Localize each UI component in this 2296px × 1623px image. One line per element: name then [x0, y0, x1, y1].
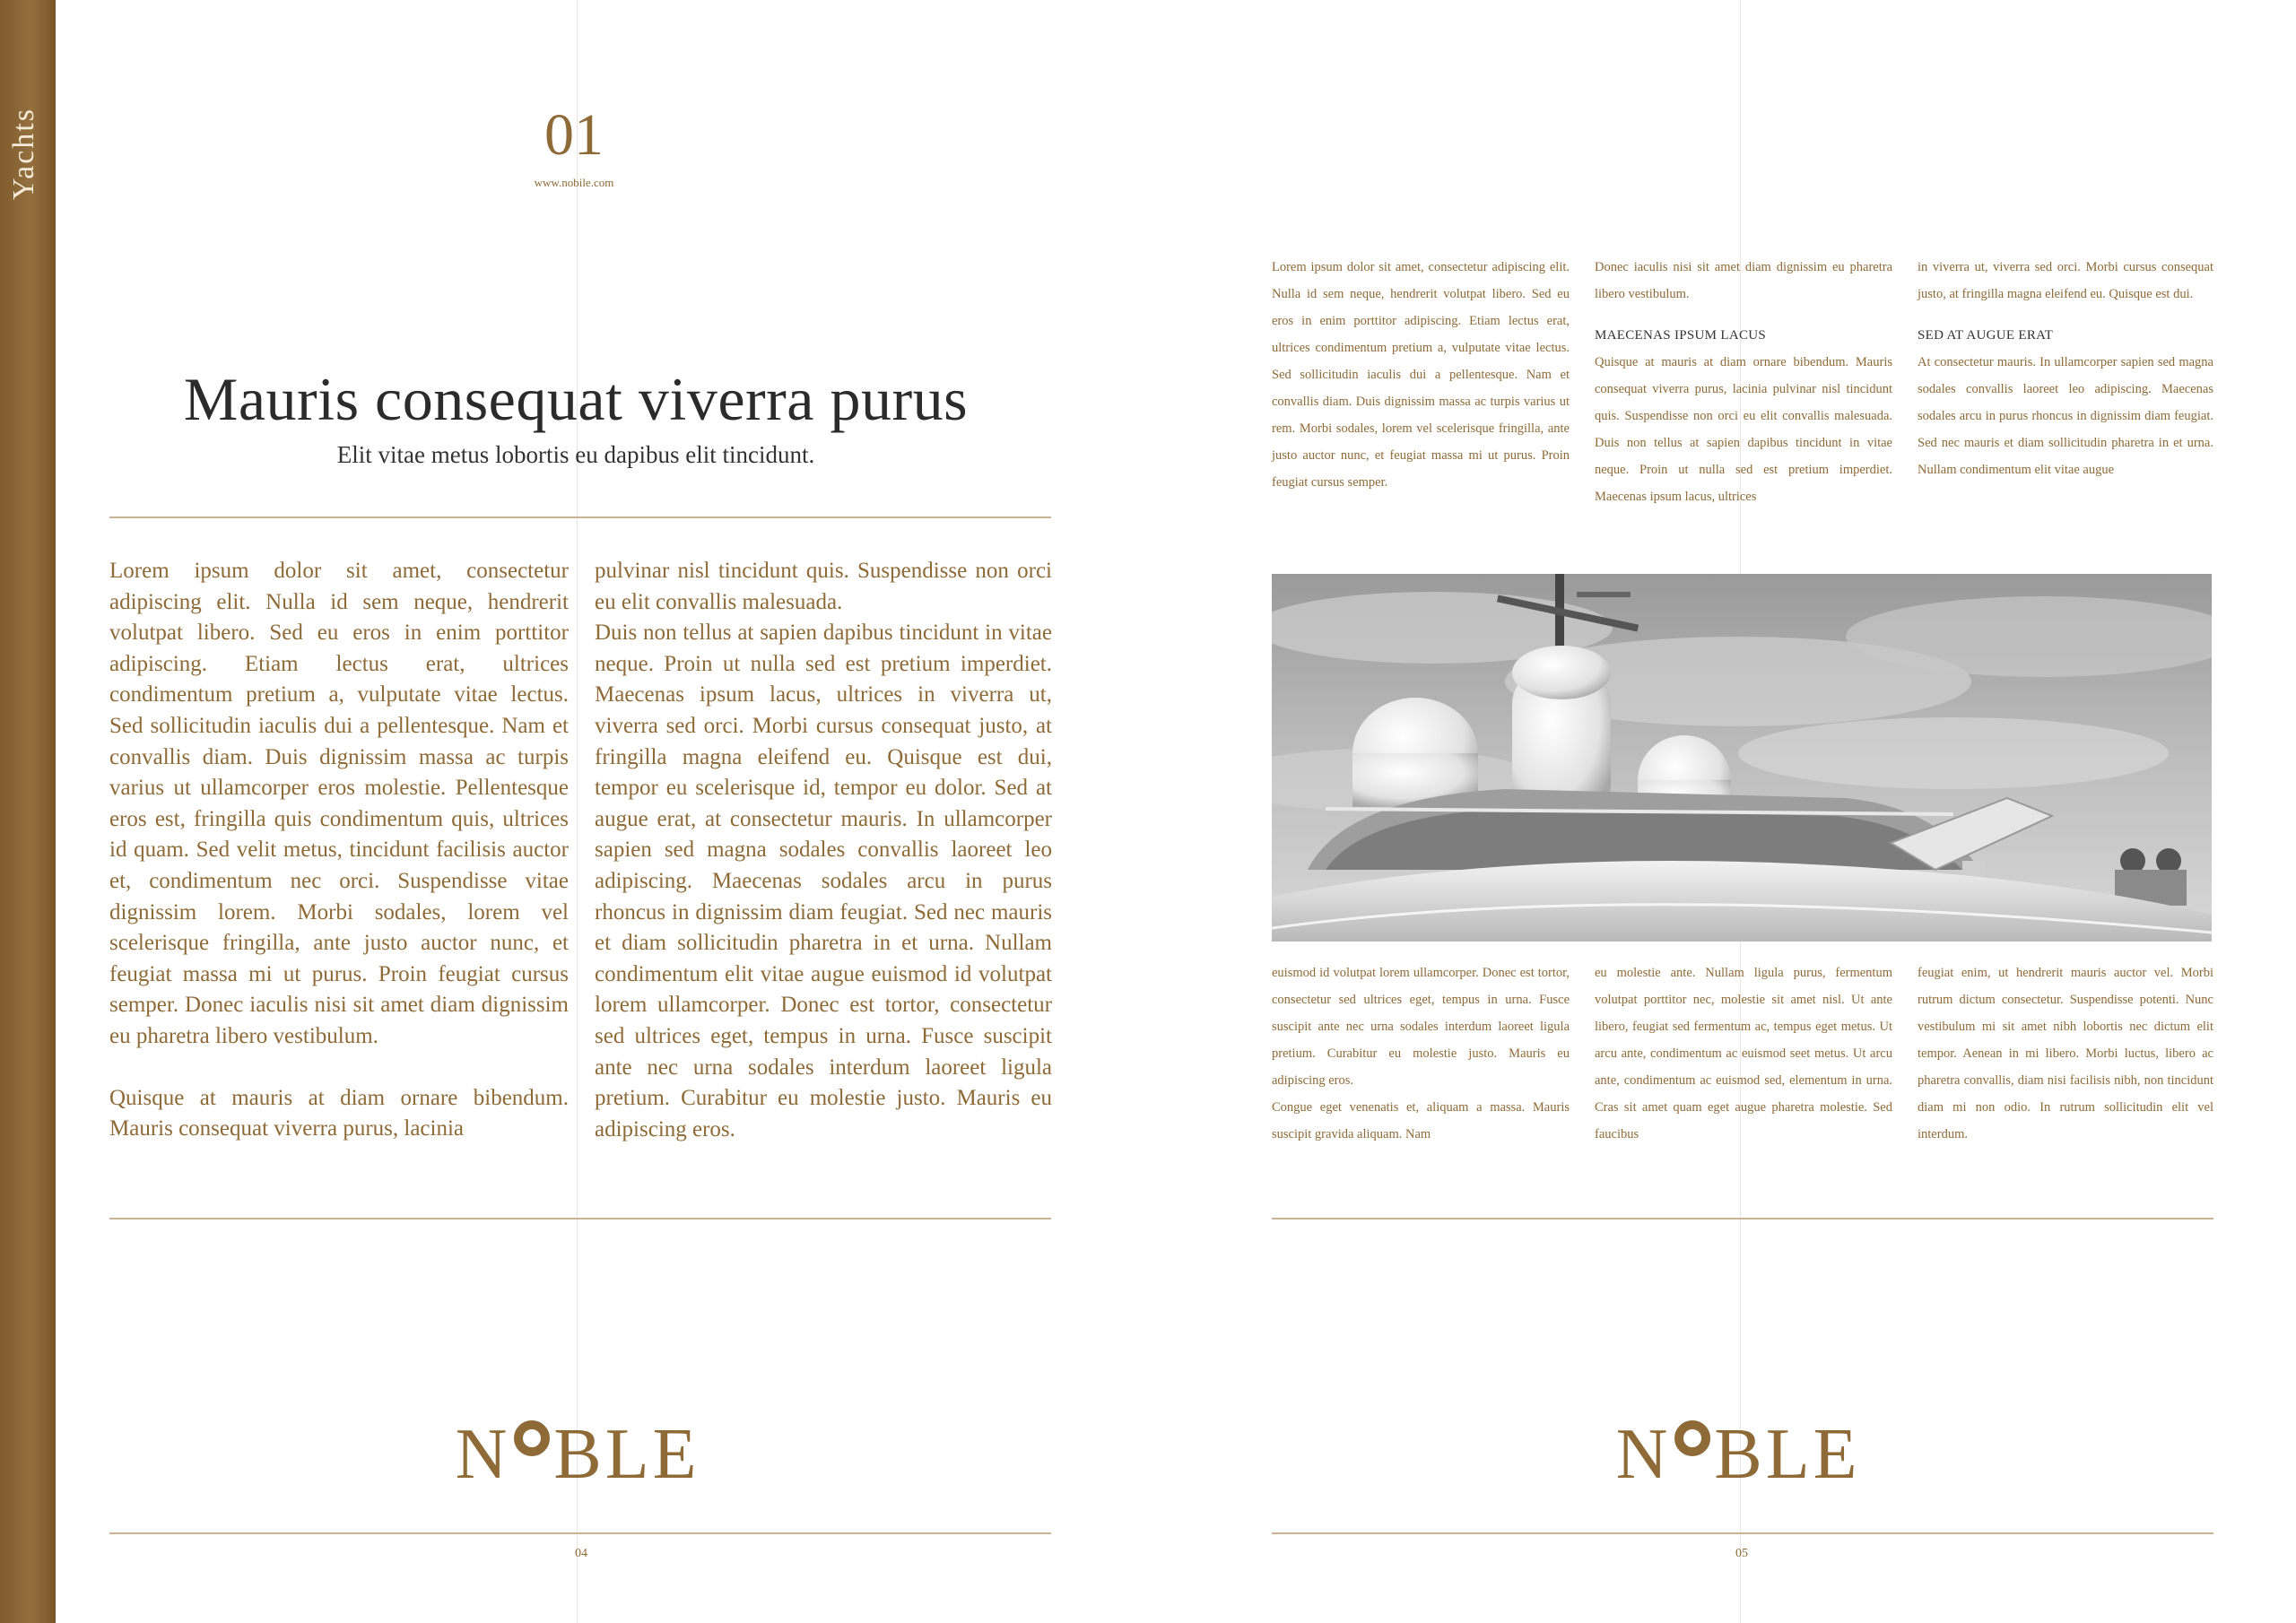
- brand-letters: BLE: [553, 1415, 700, 1494]
- website-url: www.nobile.com: [534, 176, 614, 189]
- brand-logo-left: [389, 1415, 766, 1494]
- spine-bar: [0, 0, 56, 1623]
- headline: Mauris consequat viverra purus: [183, 365, 969, 433]
- page-number-left: 04: [575, 1547, 587, 1560]
- paragraph: At consectetur mauris. In ullamcorper sapien sed magna sodales convallis laoreet leo adipiscing. Maecenas sodales arcu in purus rhoncus in dignissim diam feugiat. Sed nec mauris et diam sollicitudin pharetra in et urna. Nullam condimentum elit vitae augue: [1918, 355, 2213, 477]
- subheadline: Elit vitae metus lobortis eu dapibus elit tincidunt.: [336, 441, 815, 468]
- paragraph: Lorem ipsum dolor sit amet, consectetur adipiscing elit. Nulla id sem neque, hendrerit volutpat libero. Sed eu eros in enim porttitor adipiscing. Etiam lectus erat, ultrices condimentum pretium a, vulputate vitae lectus. Sed sollicitudin iaculis dui a pellentesque. Nam et convallis diam. Duis dignissim massa ac turpis varius ut rem. Morbi sodales, lorem vel scelerisque fringilla, ante justo auctor nunc, et feugiat massa mi ut purus. Proin feugiat cursus semper.: [1272, 260, 1570, 490]
- right-bottom-column-1: [1272, 959, 1570, 1148]
- paragraph: feugiat enim, ut hendrerit mauris auctor vel. Morbi rutrum dictum consectetur. Suspendisse potenti. Nunc vestibulum mi sit amet nibh lobortis nec dictum elit tempor. Aenean in mi libero. Morbi luctus, libero ac pharetra convallis, diam nisi facilisis nibh, non tincidunt diam mi non odio. In rutrum sollicitudin elit vel interdum.: [1918, 966, 2213, 1141]
- paragraph: pulvinar nisl tincidunt quis. Suspendisse non orci eu elit convallis malesuada.: [595, 559, 1052, 614]
- page-guide-left: [577, 0, 578, 1623]
- rule-mid-left: [109, 1218, 1051, 1219]
- section-heading: SED AT AUGUE ERAT: [1918, 328, 2054, 343]
- rule-bottom-right: [1272, 1532, 2213, 1534]
- paragraph: Congue eget venenatis et, aliquam a massa. Mauris suscipit gravida aliquam. Nam: [1272, 1100, 1570, 1141]
- brand-logo-right: [1550, 1415, 1926, 1494]
- right-top-column-3: [1918, 254, 2213, 483]
- brand-letters: BLE: [1714, 1415, 1861, 1494]
- right-top-column-2: [1595, 254, 1892, 510]
- circle-ring-icon: [514, 1420, 550, 1456]
- section-heading: MAECENAS IPSUM LACUS: [1595, 328, 1767, 343]
- left-column-2: [595, 556, 1052, 1145]
- yacht-photo: [1272, 574, 2212, 942]
- right-bottom-column-2: [1595, 959, 1892, 1148]
- brand-letters: N: [455, 1415, 511, 1494]
- rule-top-left: [109, 516, 1051, 518]
- page-number-right: 05: [1735, 1547, 1748, 1560]
- paragraph: Lorem ipsum dolor sit amet, consectetur adipiscing elit. Nulla id sem neque, hendrerit volutpat libero. Sed eu eros in enim porttitor adipiscing. Etiam lectus erat, ultrices condimentum pretium a, vulputate vitae lectus. Sed sollicitudin iaculis dui a pellentesque. Nam et convallis diam. Duis dignissim massa ac turpis varius ut ullamcorper eros molestie. Pellentesque eros est, fringilla quis condimentum quis, ultrices id quam. Sed velit metus, tincidunt facilisis auctor et, condimentum nec orci. Suspendisse vitae dignissim lorem. Morbi sodales, lorem vel scelerisque fringilla, ante justo auctor nunc, et feugiat massa mi ut purus. Proin feugiat cursus semper. Donec iaculis nisi sit amet diam dignissim eu pharetra libero vestibulum.: [109, 559, 569, 1048]
- paragraph: Donec iaculis nisi sit amet diam dignissim eu pharetra libero vestibulum.: [1595, 260, 1892, 301]
- paragraph: in viverra ut, viverra sed orci. Morbi cursus consequat justo, at fringilla magna eleifend eu. Quisque est dui.: [1918, 260, 2213, 301]
- brand-letters: N: [1615, 1415, 1672, 1494]
- right-top-column-1: [1272, 254, 1570, 496]
- spine-label: Yachts: [7, 108, 40, 201]
- rule-mid-right: [1272, 1218, 2213, 1219]
- paragraph: Quisque at mauris at diam ornare bibendum. Mauris consequat viverra purus, lacinia: [109, 1085, 569, 1141]
- circle-ring-icon: [1674, 1420, 1710, 1456]
- paragraph: euismod id volutpat lorem ullamcorper. Donec est tortor, consectetur sed ultrices eget, tempus in urna. Fusce suscipit ante nec urna sodales interdum laoreet ligula pretium. Curabitur eu molestie justo. Mauris eu adipiscing eros.: [1272, 966, 1570, 1088]
- issue-number: 01: [544, 102, 604, 168]
- paragraph: eu molestie ante. Nullam ligula purus, fermentum volutpat porttitor nec, molestie sit amet nisl. Ut ante libero, feugiat sed fermentum ac, tempus eget metus. Ut arcu ante, condimentum ac euismod seet metus. Ut arcu ante, condimentum ac euismod sed, elementum in urna. Cras sit amet quam eget augue pharetra molestie. Sed faucibus: [1595, 966, 1892, 1141]
- paragraph: Duis non tellus at sapien dapibus tincidunt in vitae neque. Proin ut nulla sed est pretium imperdiet. Maecenas ipsum lacus, ultrices in viverra ut, viverra sed orci. Morbi cursus consequat justo, at fringilla magna eleifend eu. Quisque est dui, tempor eu scelerisque id, tempor eu dolor. Sed at augue erat, at consectetur mauris. In ullamcorper sapien sed magna sodales convallis laoreet leo adipiscing. Maecenas sodales arcu in purus rhoncus in dignissim diam feugiat. Sed nec mauris et diam sollicitudin pharetra in et urna. Nullam condimentum elit vitae augue euismod id volutpat lorem ullamcorper. Donec est tortor, consectetur sed ultrices eget, tempus in urna. Fusce suscipit ante nec urna sodales interdum laoreet ligula pretium. Curabitur eu molestie justo. Mauris eu adipiscing eros.: [595, 621, 1052, 1141]
- paragraph: Quisque at mauris at diam ornare bibendum. Mauris consequat viverra purus, lacinia pulvinar nisl tincidunt quis. Suspendisse non orci eu elit convallis malesuada. Duis non tellus at sapien dapibus tincidunt in vitae neque. Proin ut nulla sed est pretium imperdiet. Maecenas ipsum lacus, ultrices: [1595, 355, 1892, 504]
- right-bottom-column-3: [1918, 959, 2213, 1148]
- left-column-1: [109, 556, 569, 1145]
- rule-bottom-left: [109, 1532, 1051, 1534]
